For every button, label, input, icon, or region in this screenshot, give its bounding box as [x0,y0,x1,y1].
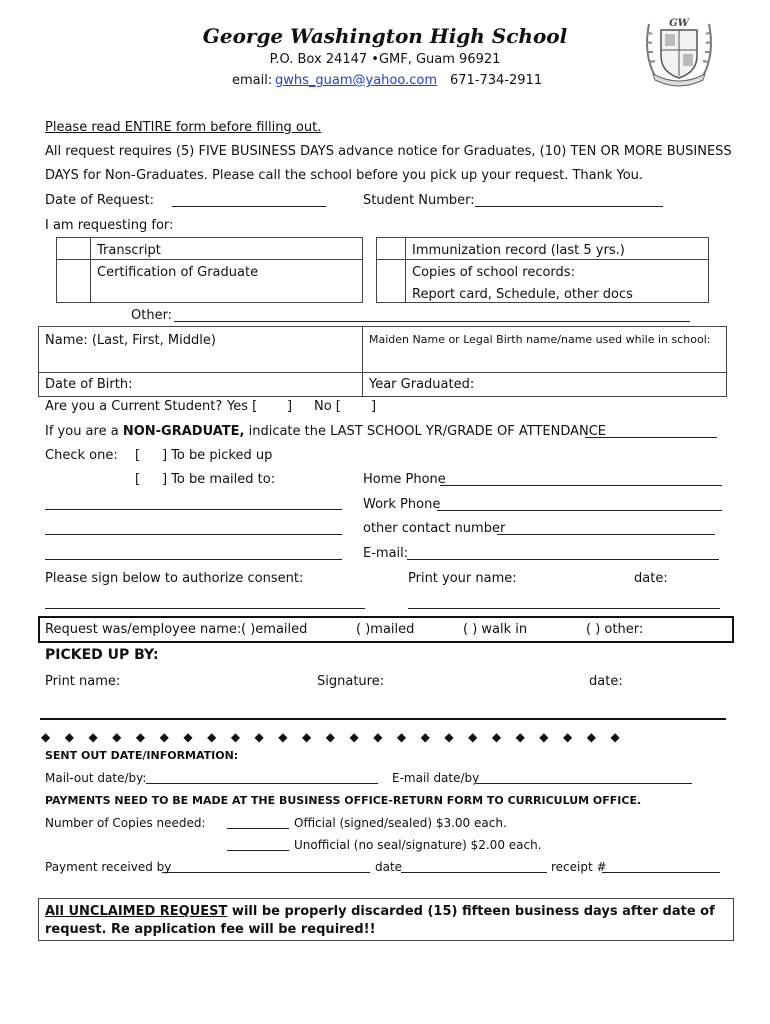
other-contact-label: other contact number [363,521,506,536]
request-emailed-option[interactable]: ( )emailed [241,622,308,637]
payments-notice: PAYMENTS NEED TO BE MADE AT THE BUSINESS OFFICE-RETURN FORM TO CURRICULUM OFFICE. [45,794,642,807]
unofficial-price: Unofficial (no seal/signature) $2.00 each. [294,838,542,852]
official-price: Official (signed/sealed) $3.00 each. [294,816,507,830]
last-school-year-field[interactable] [585,425,717,438]
official-copies-field[interactable] [227,816,289,829]
request-was-label: Request was/employee name: [45,622,242,637]
transcript-checkbox[interactable] [58,239,89,258]
report-card-option: Report card, Schedule, other docs [412,287,633,302]
home-phone-field[interactable] [440,473,722,486]
receipt-field[interactable] [602,860,720,873]
current-student-yes[interactable]: Yes [ [227,399,258,414]
mailing-address-line-3[interactable] [45,547,342,560]
payment-date-field[interactable] [401,860,547,873]
crest-monogram: GW [669,18,689,29]
school-records-checkbox[interactable] [378,261,404,300]
school-crest-logo [641,14,717,88]
pickup-signature-label: Signature: [317,674,385,689]
no-bracket-close: ] [371,399,377,414]
unofficial-copies-field[interactable] [227,838,289,851]
date-of-request-label: Date of Request: [45,193,155,208]
email-date-field[interactable] [476,771,692,784]
transcript-option: Transcript [97,243,161,258]
consent-signature-field[interactable] [45,596,365,609]
date-of-birth-label: Date of Birth: [45,377,133,392]
certification-option: Certification of Graduate [97,265,259,280]
immunization-option: Immunization record (last 5 yrs.) [412,243,625,258]
read-entire-notice: Please read ENTIRE form before filling out. [45,120,322,135]
unclaimed-notice-line-1: All UNCLAIMED REQUEST will be properly discarded (15) fifteen business days after date of [45,904,715,919]
request-walk-in-option[interactable]: ( ) walk in [463,622,528,637]
email-contact-label: E-mail: [363,546,409,561]
current-student-no[interactable]: No [ [314,399,341,414]
school-address: P.O. Box 24147 •GMF, Guam 96921 [269,52,501,67]
mail-out-field[interactable] [146,771,378,784]
current-student-label: Are you a Current Student? [45,399,223,414]
mail-bracket-open[interactable]: [ [135,472,141,487]
check-one-label: Check one: [45,448,118,463]
payment-date-label: date [375,860,403,874]
mailing-address-line-1[interactable] [45,497,342,510]
consent-print-name-field[interactable] [408,596,720,609]
work-phone-label: Work Phone [363,497,441,512]
other-request-field[interactable] [174,309,690,322]
picked-up-by-heading: PICKED UP BY: [45,647,159,663]
copies-needed-label: Number of Copies needed: [45,816,206,830]
receipt-label: receipt # [551,860,607,874]
yes-bracket-close: ] [287,399,293,414]
to-be-picked-up-option[interactable]: ] To be picked up [162,448,273,463]
request-mailed-option[interactable]: ( )mailed [356,622,415,637]
school-phone: 671-734-2911 [450,73,543,88]
sent-out-heading: SENT OUT DATE/INFORMATION: [45,749,239,762]
section-divider-line [40,718,726,720]
home-phone-label: Home Phone [363,472,446,487]
date-of-request-field[interactable] [172,194,326,207]
school-records-option: Copies of school records: [412,265,575,280]
diamond-divider: ◆◆◆◆◆◆◆◆◆◆◆◆◆◆◆◆◆◆◆◆◆◆◆◆◆ [41,730,635,744]
pickup-print-name-label: Print name: [45,674,121,689]
work-phone-field[interactable] [437,498,722,511]
name-label: Name: (Last, First, Middle) [45,333,216,348]
other-request-label: Other: [131,308,173,323]
student-number-field[interactable] [475,194,663,207]
notice-line-2: DAYS for Non-Graduates. Please call the school before you pick up your request. Thank You. [45,168,644,183]
unclaimed-notice-line-2: request. Re application fee will be required!! [45,922,376,937]
year-graduated-label: Year Graduated: [369,377,475,392]
maiden-name-label: Maiden Name or Legal Birth name/name used while in school: [369,333,711,346]
school-email-link[interactable]: gwhs_guam@yahoo.com [275,73,437,88]
email-date-label: E-mail date/by [392,771,480,785]
pickup-date-label: date: [589,674,623,689]
immunization-checkbox[interactable] [378,239,404,258]
school-name: George Washington High School [202,24,568,48]
request-other-option[interactable]: ( ) other: [586,622,644,637]
payment-received-label: Payment received by [45,860,172,874]
print-your-name-label: Print your name: [408,571,517,586]
pickup-bracket-open[interactable]: [ [135,448,141,463]
consent-date-label: date: [634,571,668,586]
email-contact-field[interactable] [407,547,719,560]
other-contact-field[interactable] [497,522,715,535]
non-graduate-line: If you are a NON-GRADUATE, indicate the LAST SCHOOL YR/GRADE OF ATTENDANCE [45,424,607,439]
certification-checkbox[interactable] [58,261,89,300]
sign-consent-label: Please sign below to authorize consent: [45,571,304,586]
student-number-label: Student Number: [363,193,475,208]
payment-received-field[interactable] [162,860,370,873]
email-label: email: [232,73,273,88]
mail-out-label: Mail-out date/by: [45,771,147,785]
requesting-for-label: I am requesting for: [45,218,174,233]
to-be-mailed-option[interactable]: ] To be mailed to: [162,472,276,487]
mailing-address-line-2[interactable] [45,522,342,535]
notice-line-1: All request requires (5) FIVE BUSINESS DAYS advance notice for Graduates, (10) TEN OR MORE BUSINESS [45,144,732,159]
